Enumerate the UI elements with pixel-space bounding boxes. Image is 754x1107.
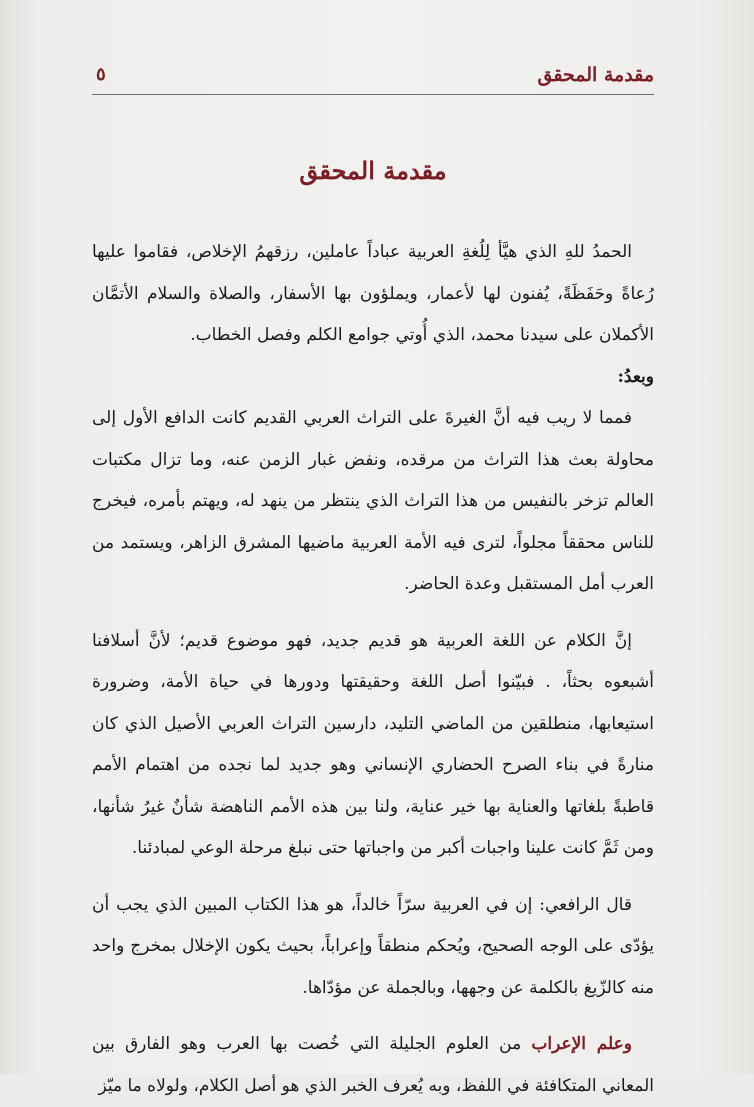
running-header	[92, 58, 654, 95]
paragraph-i'rab-text: من العلوم الجليلة التي خُصت بها العرب وهو الفارق بين المعاني المتكافئة في اللفظ، وبه يُعرف الخبر الذي هو أصل الكلام، ولولاه ما ميّز	[92, 1034, 654, 1096]
body-text	[92, 232, 654, 1107]
paragraph-i'rab	[92, 1024, 654, 1107]
paragraph-rafii: قال الرافعي: إن في العربية سرّاً خالداً، هو هذا الكتاب المبين الذي يجب أن يؤدّى على الوجه الصحيح، ويُحكم منطقاً وإعراباً، بحيث يكون الإخلال بمخرج واحد منه كالزّيغ بالكلمة عن وجهها، وبالجملة عن مؤدّاها.	[92, 894, 654, 998]
paragraph-language: إنَّ الكلام عن اللغة العربية هو قديم جديد، فهو موضوع قديم؛ لأنَّ أسلافنا أشبعوه بحثاً، . فبيّنوا أصل اللغة وحقيقتها ودورها في حياة الأمة، وضرورة استيعابها، منطلقين من الماضي التليد، دارسين التراث العربي الأصيل الذي كان منارةً في بناء الصرح الحضاري الإنساني وهو جديد لما نجده من اهتمام الأمم قاطبةً بلغاتها والعناية بها خير عناية، ولنا بين هذه الأمم الناهضة شأنٌ غيرُ شأنها، ومن ثَمَّ كانت علينا واجبات أكبر من واجباتها حتى نبلغ مرحلة الوعي لمبادئنا.	[92, 630, 654, 858]
paragraph-heritage: فمما لا ريب فيه أنَّ الغيرةَ على التراث العربي القديم كانت الدافع الأول إلى محاولة بعث هذا التراث من مرقده، ونفض غبار الزمن عنه، وما تزال مكتبات العالم تزخر بالنفيس من هذا التراث الذي ينتظر من ينهد له، ويهتم بأمره، فيخرج للناس محققاً مجلواً، لترى فيه الأمة العربية ماضيها المشرق الزاهر، ويستمد من العرب أمل المستقبل وعدة الحاضر.	[92, 408, 654, 594]
inline-heading-i'rab: وعلم الإعراب	[531, 1034, 632, 1054]
running-title: مقدمة المحقق	[537, 64, 654, 86]
paragraph-opening: الحمدُ للهِ الذي هيَّأ لِلُغةِ العربية عباداً عاملين، رزقهمُ الإخلاص، فقاموا عليها رُعاةً وحَفَظَةً، يُفنون لها لأعمار، ويملؤون بها الأسفار، والصلاة والسلام الأتمَّان الأكملان على سيدنا محمد، الذي أُوتي جوامع الكلم وفصل الخطاب.	[92, 242, 654, 345]
subheading-ba'd: وبعدُ:	[617, 366, 654, 387]
page-number: ٥	[96, 64, 106, 85]
chapter-title: مقدمة المحقق	[299, 156, 447, 185]
